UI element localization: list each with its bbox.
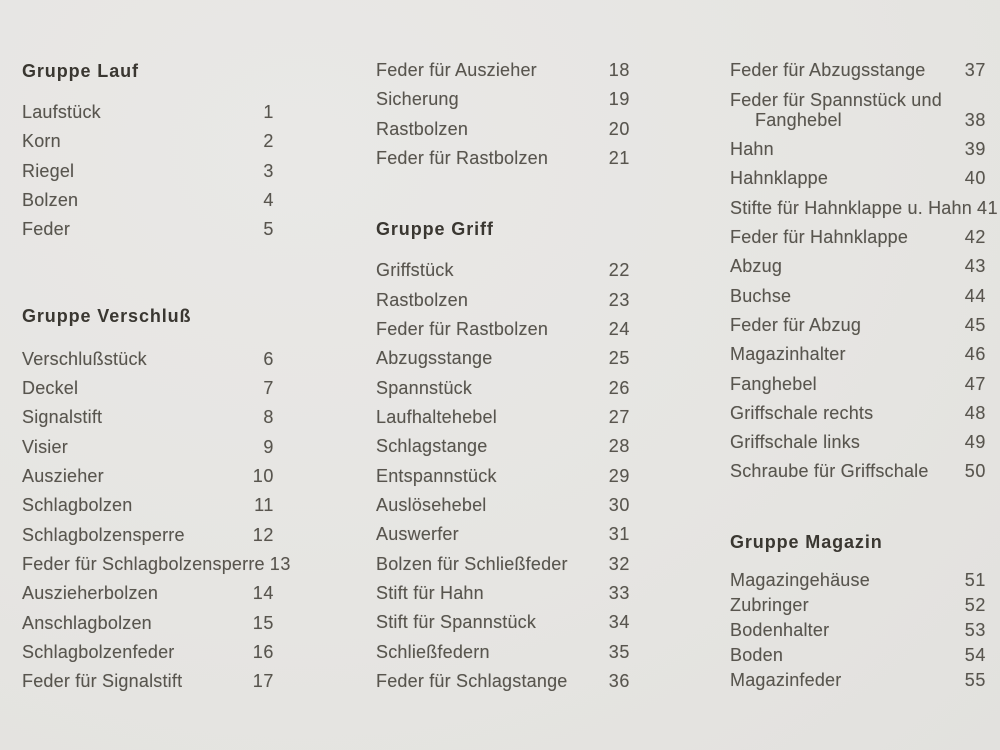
group-header: Gruppe Verschluß (22, 306, 192, 327)
table-row (22, 550, 291, 579)
table-row (730, 56, 986, 85)
part-number: 35 (608, 641, 630, 662)
table-row (730, 428, 986, 457)
part-number: 2 (263, 131, 274, 152)
part-number: 3 (263, 160, 274, 181)
part-number: 40 (964, 168, 986, 189)
group-griff-continued-rows (730, 56, 999, 487)
part-number: 46 (964, 344, 986, 365)
table-row (730, 164, 986, 193)
part-number: 21 (608, 148, 630, 169)
part-number: 36 (608, 671, 630, 692)
part-name: Feder für Abzugsstange (730, 60, 926, 81)
column-left (22, 0, 291, 697)
table-row (730, 369, 986, 398)
column-middle (376, 0, 630, 696)
part-name-line1: Feder für Spannstück und (730, 90, 942, 111)
part-name: Magazingehäuse (730, 569, 870, 590)
part-number: 8 (263, 407, 274, 428)
table-row (376, 315, 630, 344)
part-name: Deckel (22, 378, 79, 399)
table-row (22, 491, 274, 520)
table-row (376, 579, 630, 608)
table-row (22, 638, 274, 667)
table-row (22, 462, 274, 491)
part-number: 48 (964, 402, 986, 423)
group-griff-rows (376, 256, 630, 696)
part-number: 24 (608, 319, 630, 340)
part-number: 51 (964, 569, 986, 590)
part-number: 28 (608, 436, 630, 457)
part-name: Stifte für Hahnklappe u. Hahn (730, 197, 972, 218)
table-row (22, 433, 274, 462)
part-number: 13 (269, 554, 291, 575)
part-name: Feder für Schlagstange (376, 671, 568, 692)
part-number: 25 (608, 348, 630, 369)
table-row (730, 593, 986, 618)
part-name: Schlagbolzenfeder (22, 642, 175, 663)
table-row (376, 550, 630, 579)
part-name: Sicherung (376, 89, 459, 110)
part-number: 14 (252, 583, 274, 604)
table-row (376, 520, 630, 549)
part-name: Bolzen (22, 190, 79, 211)
group-verschluss-continued-rows (376, 56, 630, 173)
group-magazin-rows (730, 568, 986, 693)
part-name: Magazinfeder (730, 669, 842, 690)
table-row (376, 608, 630, 637)
column-right (730, 0, 999, 693)
table-row (730, 281, 986, 310)
table-row (730, 618, 986, 643)
part-number: 10 (252, 466, 274, 487)
part-name: Abzug (730, 256, 783, 277)
part-number: 55 (964, 669, 986, 690)
part-number: 45 (964, 314, 986, 335)
table-row (376, 462, 630, 491)
table-row (22, 667, 274, 696)
part-number: 53 (964, 619, 986, 640)
part-name: Auszieherbolzen (22, 583, 159, 604)
part-name: Bodenhalter (730, 619, 830, 640)
table-row (730, 135, 986, 164)
table-row (730, 568, 986, 593)
part-number: 26 (608, 377, 630, 398)
part-number: 18 (608, 60, 630, 81)
table-row (730, 252, 986, 281)
table-row (730, 643, 986, 668)
part-name: Abzugsstange (376, 348, 493, 369)
part-number: 54 (964, 644, 986, 665)
table-row (22, 374, 274, 403)
table-row-two-line (730, 85, 986, 134)
part-number: 16 (252, 642, 274, 663)
table-row (22, 403, 274, 432)
part-number: 39 (964, 138, 986, 159)
part-name: Signalstift (22, 407, 103, 428)
table-row (376, 667, 630, 696)
table-row (376, 403, 630, 432)
table-row (730, 668, 986, 693)
part-number: 44 (964, 285, 986, 306)
part-name: Entspannstück (376, 465, 497, 486)
table-row (730, 457, 986, 486)
part-number: 47 (964, 373, 986, 394)
part-name: Zubringer (730, 594, 809, 615)
part-name: Griffschale links (730, 432, 861, 453)
table-row (22, 521, 274, 550)
part-number: 22 (608, 260, 630, 281)
part-name: Laufstück (22, 102, 101, 123)
part-number: 11 (254, 495, 274, 516)
part-name: Schlagbolzensperre (22, 524, 185, 545)
part-name: Hahnklappe (730, 168, 829, 189)
group-verschluss-rows (22, 345, 291, 697)
part-number: 9 (263, 436, 274, 457)
group-header: Gruppe Magazin (730, 532, 883, 553)
part-number: 15 (252, 612, 274, 633)
table-row (376, 85, 630, 114)
part-name: Feder für Schlagbolzensperre (22, 554, 265, 575)
part-name: Bolzen für Schließfeder (376, 553, 568, 574)
table-row (22, 609, 274, 638)
part-number: 27 (608, 407, 630, 428)
part-number: 43 (964, 256, 986, 277)
part-name: Fanghebel (730, 373, 817, 394)
part-name: Boden (730, 644, 784, 665)
part-name: Auswerfer (376, 524, 459, 545)
part-name: Anschlagbolzen (22, 612, 152, 633)
part-name: Auszieher (22, 466, 104, 487)
part-name (730, 85, 942, 134)
table-row (376, 432, 630, 461)
part-number: 17 (252, 671, 274, 692)
part-name: Auslösehebel (376, 495, 487, 516)
table-row (376, 344, 630, 373)
table-row (376, 638, 630, 667)
part-name: Schlagstange (376, 436, 488, 457)
part-name: Feder für Abzug (730, 314, 862, 335)
table-row (730, 223, 986, 252)
part-number: 4 (263, 190, 274, 211)
table-row (376, 491, 630, 520)
table-row (376, 56, 630, 85)
part-number: 32 (608, 553, 630, 574)
part-number: 30 (608, 495, 630, 516)
part-name: Stift für Hahn (376, 583, 484, 604)
part-number: 34 (608, 612, 630, 633)
part-name: Magazinhalter (730, 344, 846, 365)
table-row (730, 399, 986, 428)
table-row (22, 127, 274, 156)
part-name: Feder für Hahnklappe (730, 226, 909, 247)
table-row (22, 215, 274, 244)
group-header: Gruppe Lauf (22, 60, 139, 81)
table-row (376, 374, 630, 403)
part-name: Verschlußstück (22, 348, 147, 369)
part-name: Visier (22, 436, 68, 457)
part-number: 12 (252, 524, 274, 545)
table-row (730, 340, 986, 369)
part-number: 33 (608, 583, 630, 604)
part-number: 31 (608, 524, 630, 545)
part-number: 1 (263, 102, 274, 123)
part-number: 49 (964, 432, 986, 453)
part-name: Buchse (730, 285, 792, 306)
table-row (376, 256, 630, 285)
part-number: 37 (964, 60, 986, 81)
table-row (22, 98, 274, 127)
table-row (22, 157, 274, 186)
table-row (22, 579, 274, 608)
table-row (730, 311, 986, 340)
part-number: 42 (964, 226, 986, 247)
part-number: 50 (964, 461, 986, 482)
part-number: 5 (263, 219, 274, 240)
part-name: Schlagbolzen (22, 495, 133, 516)
table-row (22, 186, 274, 215)
part-name-line2: Fanghebel (755, 110, 842, 131)
part-number: 38 (964, 109, 986, 130)
part-name: Laufhaltehebel (376, 407, 497, 428)
part-name: Korn (22, 131, 61, 152)
group-header: Gruppe Griff (376, 218, 494, 239)
part-name: Riegel (22, 160, 75, 181)
part-name: Rastbolzen (376, 118, 469, 139)
part-name: Feder (22, 219, 71, 240)
table-row (22, 345, 274, 374)
part-name: Hahn (730, 138, 774, 159)
part-name: Feder für Signalstift (22, 671, 183, 692)
table-row (730, 193, 999, 222)
part-name: Stift für Spannstück (376, 612, 537, 633)
part-name: Spannstück (376, 377, 473, 398)
part-number: 20 (608, 118, 630, 139)
part-name: Feder für Auszieher (376, 60, 537, 81)
part-name: Feder für Rastbolzen (376, 148, 549, 169)
part-number: 52 (964, 594, 986, 615)
group-lauf-rows (22, 98, 274, 245)
part-name: Griffschale rechts (730, 402, 874, 423)
part-number: 29 (608, 465, 630, 486)
part-name: Schraube für Griffschale (730, 461, 929, 482)
part-name: Griffstück (376, 260, 454, 281)
table-row (376, 115, 630, 144)
part-number: 7 (263, 378, 274, 399)
part-name: Schließfedern (376, 641, 490, 662)
part-number: 19 (608, 89, 630, 110)
table-row (376, 144, 630, 173)
part-number: 23 (608, 289, 630, 310)
part-number: 41 (976, 197, 999, 218)
part-name: Feder für Rastbolzen (376, 319, 549, 340)
part-number: 6 (263, 348, 274, 369)
table-row (376, 286, 630, 315)
part-name: Rastbolzen (376, 289, 469, 310)
